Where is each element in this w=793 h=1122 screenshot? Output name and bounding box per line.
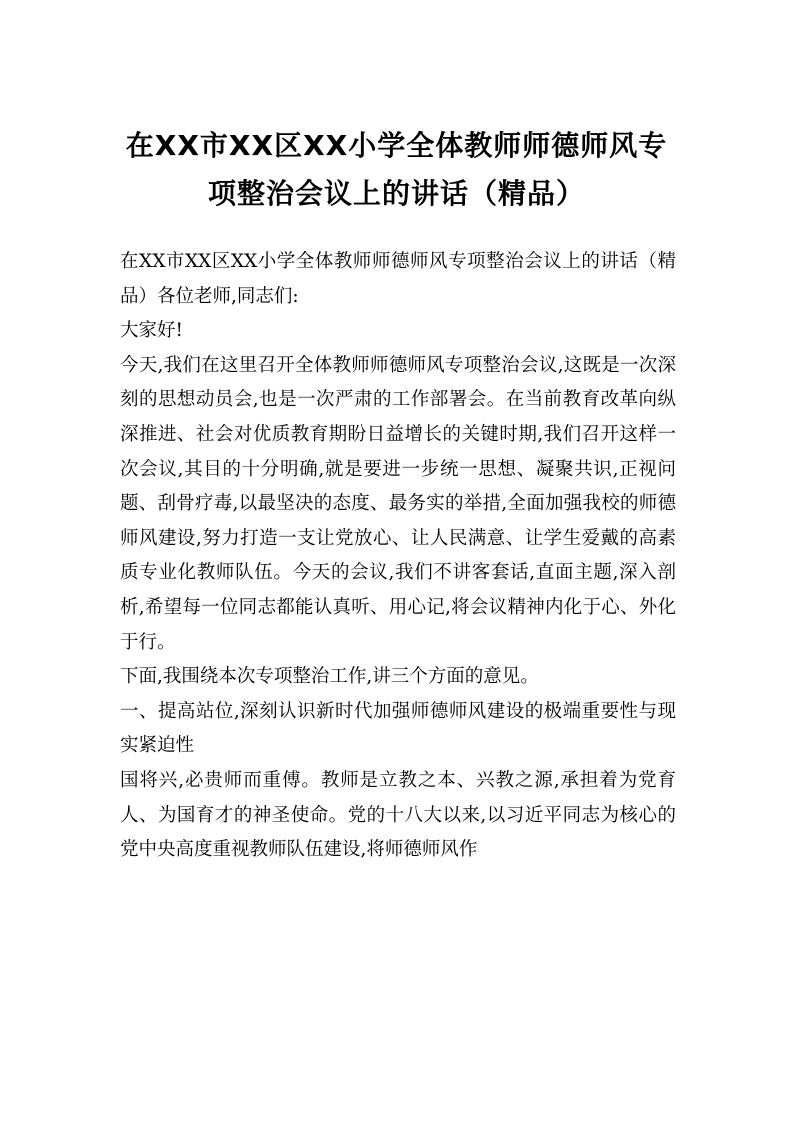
title-line-2: 项整治会议上的讲话（精品） [207,177,585,210]
paragraph-outline: 下面,我围绕本次专项整治工作,讲三个方面的意见。 [120,666,539,688]
document-title [100,122,693,218]
paragraph-greeting: 大家好! [120,320,183,342]
paragraph-section-1: 国将兴,必贵师而重傅。教师是立教之本、兴教之源,承担着为党育人、为国育才的神圣使命。党的十八大以来,以习近平同志为核心的党中央高度重视教师队伍建设,将师德师风作 [120,769,676,861]
paragraph-intro: 今天,我们在这里召开全体教师师德师风专项整治会议,这既是一次深刻的思想动员会,也是一次严肃的工作部署会。在当前教育改革向纵深推进、社会对优质教育期盼日益增长的关键时期,我们召开这样一次会议,其目的十分明确,就是要进一步统一思想、凝聚共识,正视问题、刮骨疗毒,以最坚决的态度、最务实的举措,全面加强我校的师德师风建设,努力打造一支让党放心、让人民满意、让学生爱戴的高素质专业化教师队伍。今天的会议,我们不讲客套话,直面主题,深入剖析,希望每一位同志都能认真听、用心记,将会议精神内化于心、外化于行。 [120,354,676,653]
section-heading-1: 一、提高站位,深刻认识新时代加强师德师风建设的极端重要性与现实紧迫性 [120,700,676,757]
paragraph-opening: 在XX市XX区XX小学全体教师师德师风专项整治会议上的讲话（精品）各位老师,同志们: [120,251,676,307]
title-line-1: 在XX市XX区XX小学全体教师师德师风专 [125,129,668,162]
document-body [120,245,676,868]
